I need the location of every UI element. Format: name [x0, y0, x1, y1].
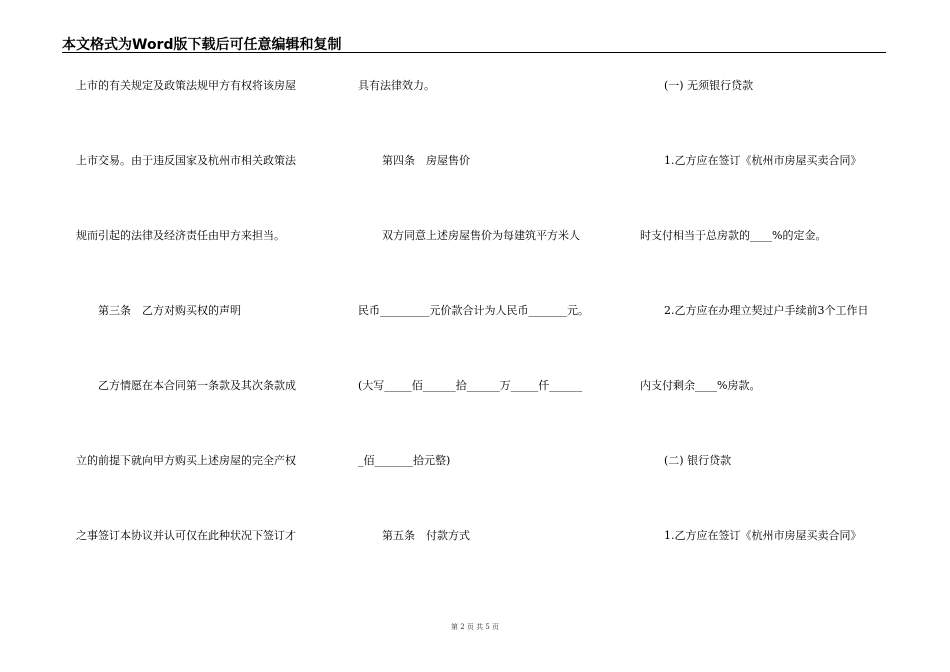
text-line: 上市的有关规定及政策法规甲方有权将该房屋 [76, 79, 296, 92]
text-line: 2.乙方应在办理立契过户手续前3个工作日 [664, 304, 869, 317]
text-line: 规而引起的法律及经济责任由甲方来担当。 [76, 229, 285, 242]
text-line: 立的前提下就向甲方购买上述房屋的完全产权 [76, 454, 296, 467]
section-heading: 第三条 乙方对购买权的声明 [98, 304, 241, 317]
text-line: 民币_________元价款合计为人民币_______元。 [358, 304, 589, 317]
subsection-heading: (二) 银行贷款 [664, 454, 732, 467]
text-line: (大写_____佰______拾______万_____仟______ [358, 379, 583, 392]
document-header-title: 本文格式为Word版下载后可任意编辑和复制 [62, 37, 342, 53]
text-line: 乙方情愿在本合同第一条款及其次条款成 [98, 379, 296, 392]
page-number: 第 2 页 共 5 页 [450, 623, 500, 631]
section-heading: 第五条 付款方式 [382, 529, 470, 542]
text-line: 内支付剩余____%房款。 [640, 379, 761, 392]
section-heading: 第四条 房屋售价 [382, 154, 470, 167]
text-line: 上市交易。由于违反国家及杭州市相关政策法 [76, 154, 296, 167]
text-line: 具有法律效力。 [358, 79, 435, 92]
text-line: 时支付相当于总房款的____%的定金。 [640, 229, 827, 242]
text-line: 双方同意上述房屋售价为每建筑平方米人 [382, 229, 580, 242]
text-line: 1.乙方应在签订《杭州市房屋买卖合同》 [664, 154, 862, 167]
header-divider [62, 52, 886, 53]
text-line: 1.乙方应在签订《杭州市房屋买卖合同》 [664, 529, 862, 542]
subsection-heading: (一) 无须银行贷款 [664, 79, 754, 92]
text-line: 之事签订本协议并认可仅在此种状况下签订才 [76, 529, 296, 542]
text-line: _佰_______拾元整) [358, 454, 451, 467]
